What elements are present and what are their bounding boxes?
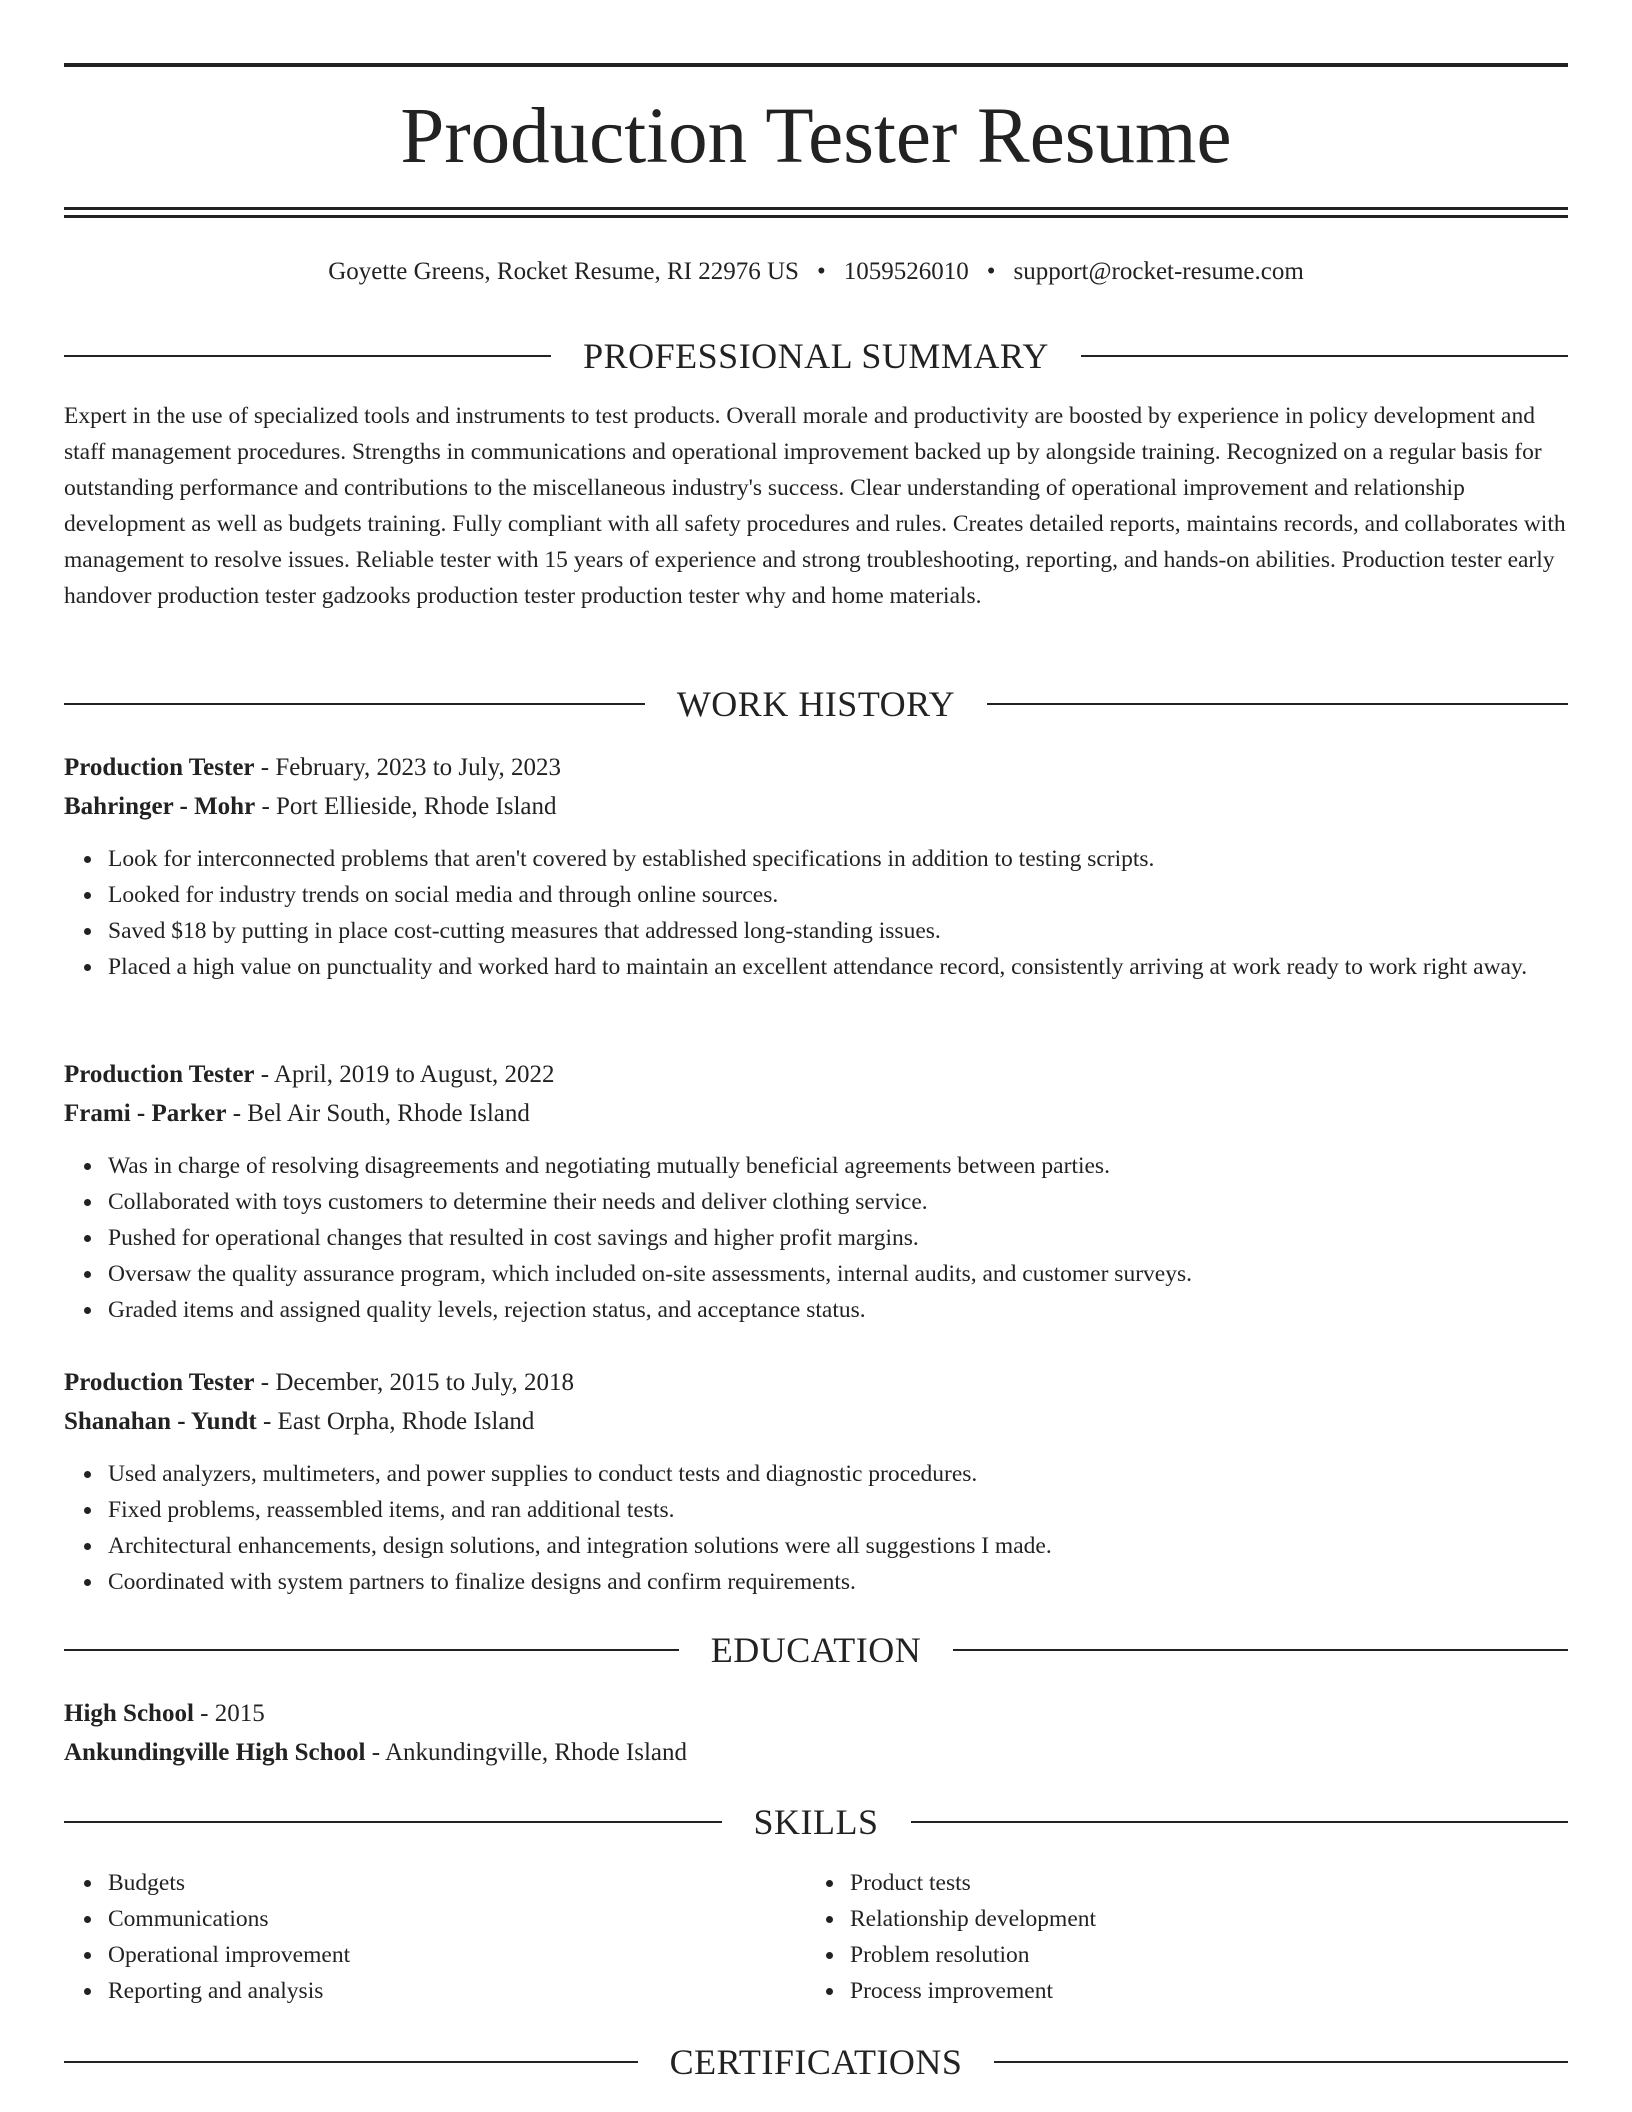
list-item: Used analyzers, multimeters, and power supplies to conduct tests and diagnostic procedures. (108, 1456, 1568, 1492)
header-double-rule-top (64, 207, 1568, 210)
skill-item: Budgets (108, 1865, 1568, 1901)
list-item: Was in charge of resolving disagreements and negotiating mutually beneficial agreements between parties. (108, 1148, 1568, 1184)
header-double-rule-bottom (64, 215, 1568, 218)
contact-email[interactable]: support@rocket-resume.com (1013, 258, 1304, 285)
section-title: EDUCATION (710, 1630, 922, 1670)
list-item: Oversaw the quality assurance program, which included on-site assessments, internal audits, and customer surveys. (108, 1256, 1568, 1292)
contact-line (64, 255, 1568, 289)
skill-item: Process improvement (850, 1973, 1632, 2009)
job-entry (64, 748, 1568, 826)
header-top-rule (64, 63, 1568, 67)
skill-item: Product tests (850, 1865, 1632, 1901)
contact-separator: • (816, 258, 826, 285)
skill-item: Operational improvement (108, 1937, 1568, 1973)
job-company-row (64, 1094, 1568, 1133)
skill-item: Problem resolution (850, 1937, 1632, 1973)
section-title: PROFESSIONAL SUMMARY (583, 336, 1049, 376)
divider (64, 355, 551, 357)
contact-address: Goyette Greens, Rocket Resume, RI 22976 US (328, 258, 799, 285)
section-heading-work-history (64, 682, 1568, 726)
education-entry (64, 1694, 1568, 1772)
section-heading-certifications (64, 2040, 1568, 2084)
job-dates: - April, 2019 to August, 2022 (260, 1061, 555, 1088)
list-item: Look for interconnected problems that aren't covered by established specifications in addition to testing scripts. (108, 841, 1568, 877)
section-heading-summary (64, 334, 1568, 378)
education-location: - Ankundingville, Rhode Island (371, 1739, 688, 1766)
job-company-row (64, 787, 1568, 826)
contact-phone: 1059526010 (843, 258, 969, 285)
section-heading-skills (64, 1800, 1568, 1844)
divider (994, 2061, 1568, 2063)
section-heading-education (64, 1628, 1568, 1672)
job-title-row (64, 1055, 1568, 1094)
divider (64, 1821, 722, 1823)
section-title: CERTIFICATIONS (669, 2042, 963, 2082)
job-location: - East Orpha, Rhode Island (262, 1408, 535, 1435)
job-entry (64, 1363, 1568, 1441)
job-bullets (64, 1148, 1568, 1328)
education-school-row (64, 1733, 1568, 1772)
list-item: Pushed for operational changes that resulted in cost savings and higher profit margins. (108, 1220, 1568, 1256)
job-company: Shanahan - Yundt (64, 1408, 257, 1435)
education-degree: High School (64, 1700, 194, 1727)
divider (64, 703, 645, 705)
list-item: Looked for industry trends on social media and through online sources. (108, 877, 1568, 913)
divider (64, 1649, 679, 1651)
job-bullets (64, 841, 1568, 985)
skill-item: Relationship development (850, 1901, 1632, 1937)
list-item: Collaborated with toys customers to determine their needs and deliver clothing service. (108, 1184, 1568, 1220)
summary-text: Expert in the use of specialized tools and instruments to test products. Overall morale and productivity are boosted by experience in policy development and staff management procedures. Strengths in communications and operational improvement backed up by alongside training. Recognized on a regular basis for outstanding performance and contributions to the miscellaneous industry's success. Clear understanding of operational improvement and relationship development as well as budgets training. Fully compliant with all safety procedures and rules. Creates detailed reports, maintains records, and collaborates with management to resolve issues. Reliable tester with 15 years of experience and strong troubleshooting, reporting, and hands-on abilities. Production tester early handover production tester gadzooks production tester production tester why and home materials. (64, 403, 1566, 609)
list-item: Saved $18 by putting in place cost-cutting measures that addressed long-standing issues. (108, 913, 1568, 949)
job-bullets (64, 1456, 1568, 1600)
skill-item: Communications (108, 1901, 1568, 1937)
job-location: - Port Ellieside, Rhode Island (261, 793, 557, 820)
list-item: Graded items and assigned quality levels, rejection status, and acceptance status. (108, 1292, 1568, 1328)
job-company-row (64, 1402, 1568, 1441)
divider (1081, 355, 1568, 357)
list-item: Coordinated with system partners to finalize designs and confirm requirements. (108, 1564, 1568, 1600)
job-location: - Bel Air South, Rhode Island (232, 1100, 530, 1127)
skill-item: Reporting and analysis (108, 1973, 1568, 2009)
divider (987, 703, 1568, 705)
resume-title: Production Tester Resume (400, 93, 1232, 180)
job-entry (64, 1055, 1568, 1133)
education-school: Ankundingville High School (64, 1739, 366, 1766)
list-item: Placed a high value on punctuality and worked hard to maintain an excellent attendance record, consistently arriving at work ready to work right away. (108, 949, 1568, 985)
job-title: Production Tester (64, 1061, 255, 1088)
job-title: Production Tester (64, 754, 255, 781)
divider (953, 1649, 1568, 1651)
job-company: Frami - Parker (64, 1100, 227, 1127)
skills-list-right (806, 1865, 1632, 2009)
list-item: Architectural enhancements, design solutions, and integration solutions were all suggestions I made. (108, 1528, 1568, 1564)
job-company: Bahringer - Mohr (64, 793, 256, 820)
contact-separator: • (986, 258, 996, 285)
section-title: SKILLS (753, 1802, 879, 1842)
job-title: Production Tester (64, 1369, 255, 1396)
list-item: Fixed problems, reassembled items, and ran additional tests. (108, 1492, 1568, 1528)
job-dates: - December, 2015 to July, 2018 (260, 1369, 575, 1396)
job-title-row (64, 1363, 1568, 1402)
job-title-row (64, 748, 1568, 787)
job-dates: - February, 2023 to July, 2023 (260, 754, 561, 781)
divider (911, 1821, 1569, 1823)
education-degree-row (64, 1694, 1568, 1733)
divider (64, 2061, 638, 2063)
section-title: WORK HISTORY (676, 684, 956, 724)
education-year: - 2015 (200, 1700, 265, 1727)
